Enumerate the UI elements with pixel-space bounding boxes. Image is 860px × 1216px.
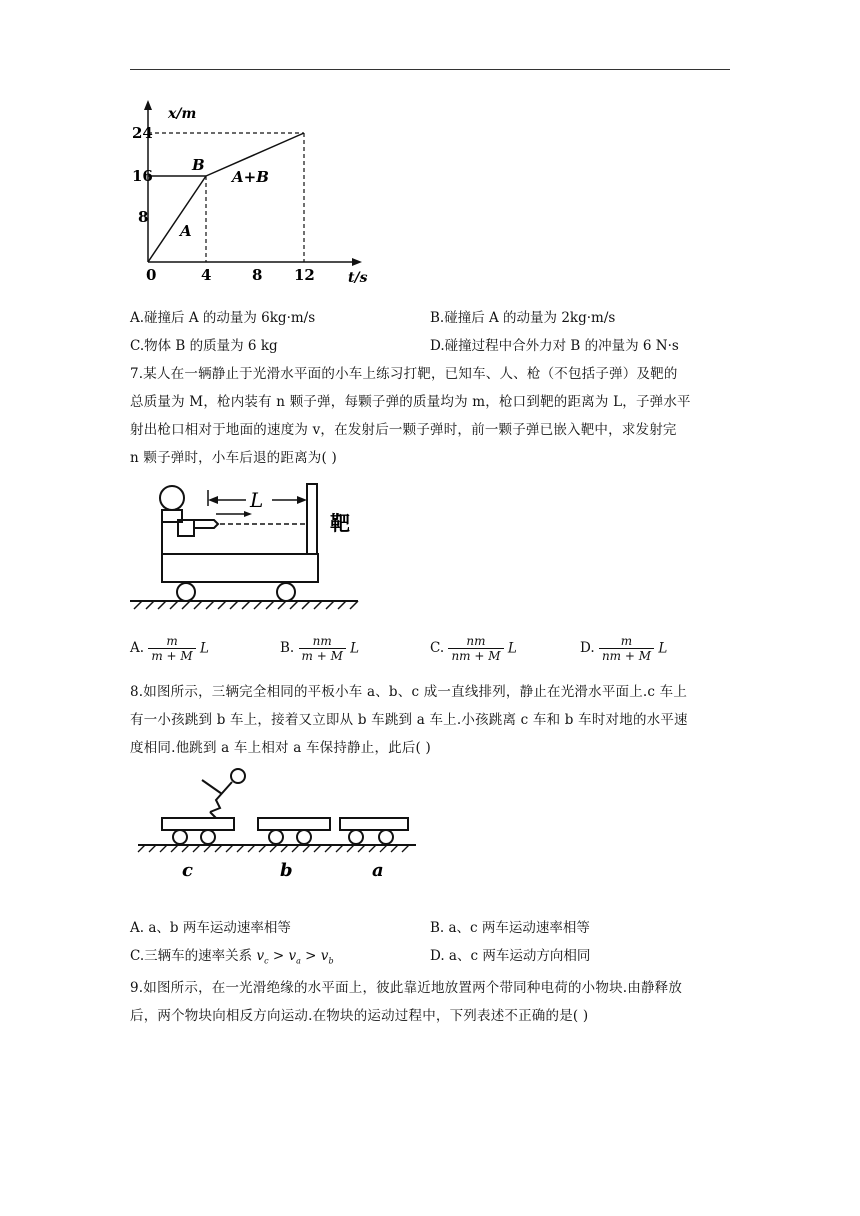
label-B: B — [192, 156, 205, 174]
q7-option-b: B. $\frac{nm}{m + M}$ L — [280, 634, 360, 663]
q7-option-b-fraction: $\frac{nm}{m + M}$ — [299, 634, 346, 663]
q7-text-line1: 7.某人在一辆静止于光滑水平面的小车上练习打靶，已知车、人、枪（不包括子弹）及靶的 — [130, 366, 678, 382]
q7-option-d-label: D. — [580, 640, 595, 656]
cart-label-c: c — [182, 860, 193, 881]
cart-label-b: b — [280, 860, 293, 881]
xt-graph — [132, 98, 378, 288]
label-A: A — [180, 222, 192, 240]
q8-option-b: B. a、c 两车运动速率相等 — [430, 920, 590, 936]
cart-label-a: a — [372, 860, 384, 881]
three-carts-figure — [136, 762, 426, 882]
y-tick-8: 8 — [138, 208, 149, 226]
x-tick-8: 8 — [252, 266, 263, 284]
q8-text-line3: 度相同.他跳到 a 车上相对 a 车保持静止，此后( ) — [130, 740, 431, 756]
target-label: 靶 — [330, 511, 350, 535]
q6-option-d: D.碰撞过程中合外力对 B 的冲量为 6 N·s — [430, 338, 679, 354]
q7-option-d-fraction: $\frac{m}{nm + M}$ — [599, 634, 654, 663]
q8-text-line1: 8.如图所示，三辆完全相同的平板小车 a、b、c 成一直线排列，静止在光滑水平面上.c 车上 — [130, 684, 688, 700]
y-tick-24: 24 — [132, 124, 153, 142]
q7-text-line4: n 颗子弹时，小车后退的距离为( ) — [130, 450, 337, 466]
x-axis-label: t/s — [348, 270, 368, 286]
x-tick-4: 4 — [201, 266, 212, 284]
origin-label: 0 — [146, 266, 157, 284]
q8-option-d: D. a、c 两车运动方向相同 — [430, 948, 591, 964]
q7-option-c: C. $\frac{nm}{nm + M}$ L — [430, 634, 517, 663]
x-tick-12: 12 — [294, 266, 315, 284]
label-A-plus-B: A+B — [232, 168, 269, 186]
q7-option-c-label: C. — [430, 640, 445, 656]
distance-label: L — [250, 488, 264, 512]
q7-option-c-fraction: $\frac{nm}{nm + M}$ — [448, 634, 503, 663]
q8-option-a: A. a、b 两车运动速率相等 — [130, 920, 291, 936]
q7-option-a-label: A. — [130, 640, 145, 656]
target-practice-figure — [130, 476, 370, 616]
q6-option-c: C.物体 B 的质量为 6 kg — [130, 338, 278, 354]
q9-text-line1: 9.如图所示，在一光滑绝缘的水平面上，彼此靠近地放置两个带同种电荷的小物块.由静释放 — [130, 980, 683, 996]
q9-text-line2: 后，两个物块向相反方向运动.在物块的运动过程中，下列表述不正确的是( ) — [130, 1008, 589, 1024]
y-tick-16: 16 — [132, 167, 153, 185]
q6-option-a: A.碰撞后 A 的动量为 6kg·m/s — [130, 310, 316, 326]
q7-option-a-fraction: $\frac{m}{m + M}$ — [148, 634, 195, 663]
q7-text-line3: 射出枪口相对于地面的速度为 v，在发射后一颗子弹时，前一颗子弹已嵌入靶中，求发射完 — [130, 422, 677, 438]
q6-option-b: B.碰撞后 A 的动量为 2kg·m/s — [430, 310, 616, 326]
q7-option-d: D. $\frac{m}{nm + M}$ L — [580, 634, 668, 663]
y-axis-label: x/m — [168, 106, 197, 122]
q7-option-b-label: B. — [280, 640, 295, 656]
q8-text-line2: 有一小孩跳到 b 车上，接着又立即从 b 车跳到 a 车上.小孩跳离 c 车和 b 车时对地的水平速 — [130, 712, 688, 728]
q7-option-a: A. $\frac{m}{m + M}$ L — [130, 634, 209, 663]
q7-text-line2: 总质量为 M，枪内装有 n 颗子弹，每颗子弹的质量均为 m，枪口到靶的距离为 L，子弹水平 — [130, 394, 691, 410]
header-rule — [130, 69, 730, 70]
q8-option-c: C.三辆车的速率关系 $v_c > v_a > v_b$ — [130, 948, 334, 966]
